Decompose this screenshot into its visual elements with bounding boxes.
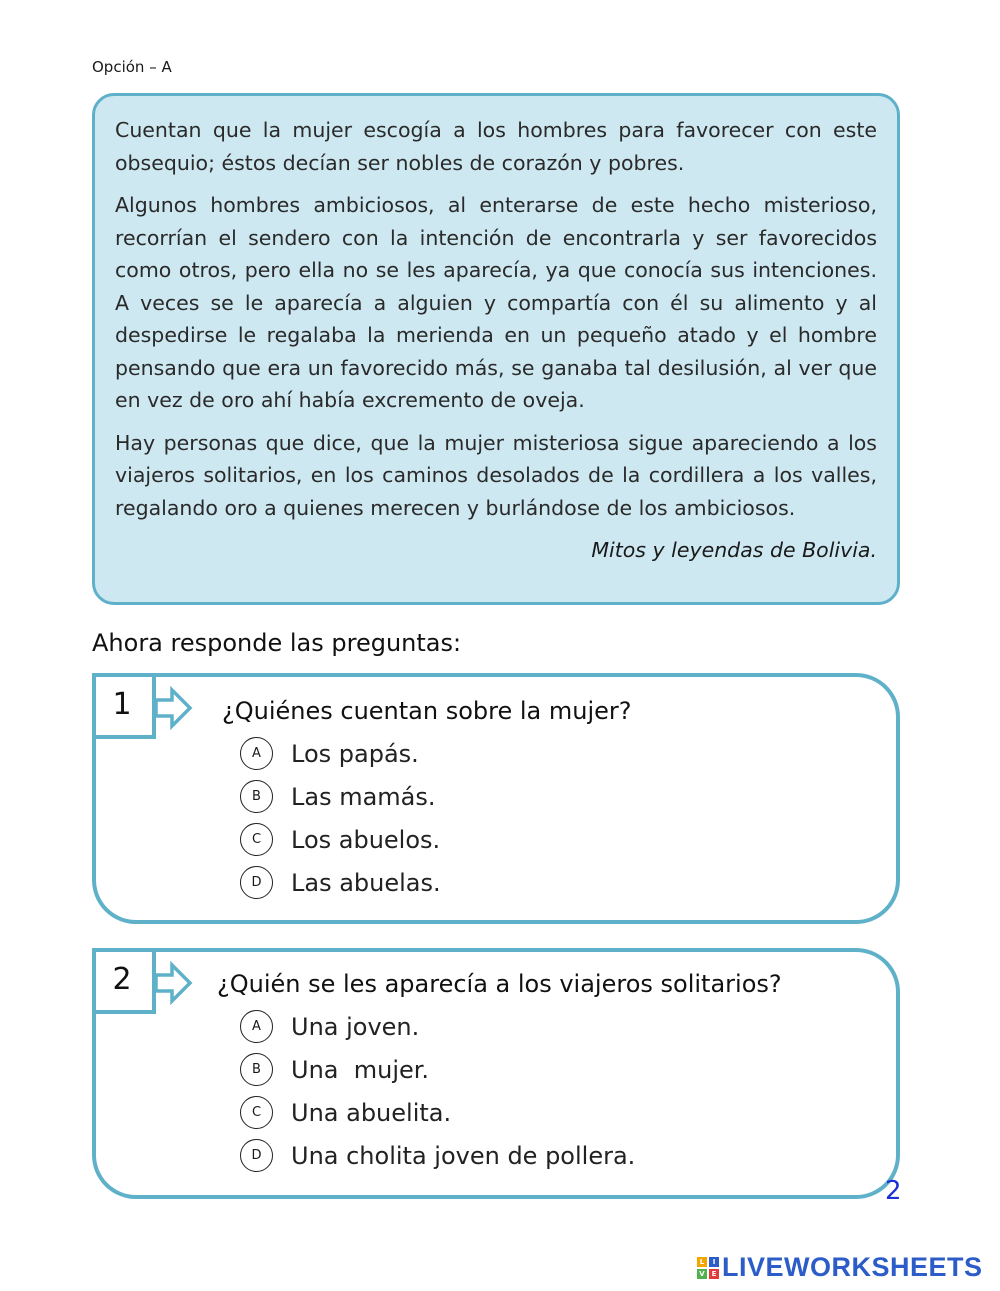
option-text: Los abuelos. [291,825,441,854]
answer-option-d[interactable] [240,861,441,904]
answer-option-d[interactable] [240,1134,635,1177]
reading-paragraph: Hay personas que dice, que la mujer misteriosa sigue apareciendo a los viajeros solitarios, en los caminos desolados de la cordillera a los valles, regalando oro a quienes merecen y burlándose de los ambiciosos. [115,430,877,520]
option-letter-badge: C [240,823,273,856]
option-text: Una mujer. [291,1055,430,1084]
option-letter-badge: A [240,737,273,770]
question-number: 1 [92,673,156,739]
option-text: Las abuelas. [291,868,441,897]
option-text: Los papás. [291,739,419,768]
option-letter-badge: C [240,1096,273,1129]
answer-option-c[interactable] [240,1091,635,1134]
answer-option-c[interactable] [240,818,441,861]
reading-paragraph: Cuentan que la mujer escogía a los hombres para favorecer con este obsequio; éstos decían ser nobles de corazón y pobres. [115,118,877,175]
reading-source: Mitos y leyendas de Bolivia. [591,538,877,562]
answer-options [240,1005,635,1177]
arrow-right-icon [154,961,194,1005]
option-letter-badge: B [240,780,273,813]
watermark-text: LIVEWORKSHEETS [722,1252,983,1282]
option-letter-badge: A [240,1010,273,1043]
option-letter-badge: D [240,866,273,899]
option-text: Las mamás. [291,782,436,811]
liveworksheets-watermark [697,1252,983,1283]
page-number: 2 [885,1176,902,1206]
answer-option-a[interactable] [240,732,441,775]
arrow-right-icon [154,686,194,730]
question-text: ¿Quién se les aparecía a los viajeros solitarios? [217,970,782,998]
instructions-heading: Ahora responde las preguntas: [92,629,462,657]
option-text: Una abuelita. [291,1098,452,1127]
liveworksheets-logo-icon: L I V E [697,1257,719,1279]
option-text: Una cholita joven de pollera. [291,1141,636,1170]
option-letter-badge: D [240,1139,273,1172]
option-letter-badge: B [240,1053,273,1086]
question-2-box [92,948,900,1199]
option-label: Opción – A [92,58,172,76]
answer-options [240,732,441,904]
answer-option-a[interactable] [240,1005,635,1048]
answer-option-b[interactable] [240,1048,635,1091]
question-1-box [92,673,900,924]
answer-option-b[interactable] [240,775,441,818]
question-number: 2 [92,948,156,1014]
question-text: ¿Quiénes cuentan sobre la mujer? [222,697,632,725]
reading-paragraph: Algunos hombres ambiciosos, al enterarse de este hecho misterioso, recorrían el sendero con la intención de encontrarla y ser favorecidos como otros, pero ella no se les aparecía, ya que conocía sus intenciones. A veces se le aparecía a alguien y compartía con él su alimento y al despedirse le regalaba la merienda en un pequeño atado y el hombre pensando que era un favorecido más, se ganaba tal desilusión, al ver que en vez de oro ahí había excremento de oveja. [115,193,877,412]
reading-passage-box [92,93,900,605]
option-text: Una joven. [291,1012,420,1041]
